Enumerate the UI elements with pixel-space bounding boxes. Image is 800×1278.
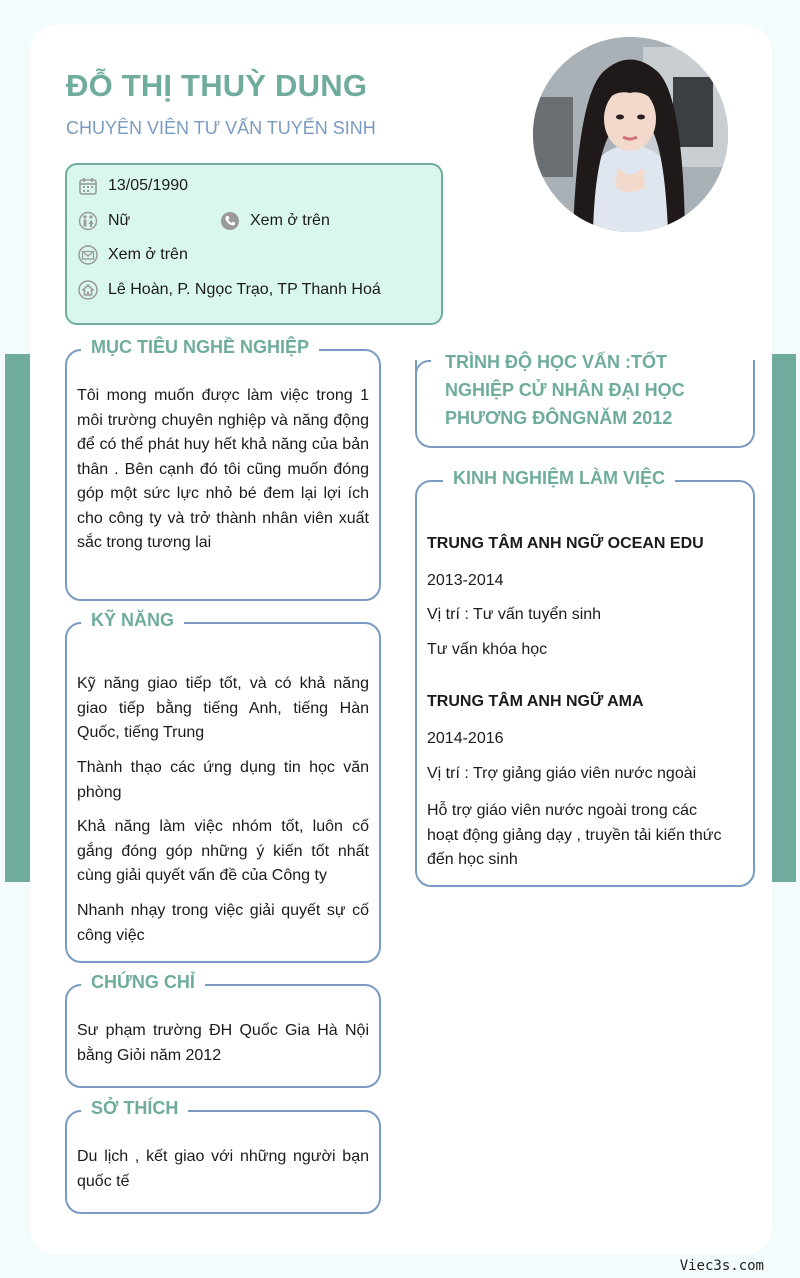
job-period: 2014-2016 <box>427 730 504 747</box>
phone-row <box>220 211 330 231</box>
skill-item: Thành thạo các ứng dụng tin học văn phòng <box>77 759 369 801</box>
phone-value: Xem ở trên <box>250 212 330 229</box>
address-row <box>78 280 381 300</box>
certificate-section <box>65 972 381 1088</box>
job-period: 2013-2014 <box>427 572 504 589</box>
experience-title: KINH NGHIỆM LÀM VIỆC <box>443 468 675 489</box>
phone-icon <box>220 211 240 231</box>
calendar-icon <box>78 176 98 196</box>
home-icon <box>78 280 98 300</box>
address-value: Lê Hoàn, P. Ngọc Trạo, TP Thanh Hoá <box>108 281 381 298</box>
envelope-icon <box>78 245 98 265</box>
skill-item: Khả năng làm việc nhóm tốt, luôn cố gắng đóng góp những ý kiến tốt nhất cùng giải quyết vấn đề của Công ty <box>77 818 369 884</box>
gender-row <box>78 211 130 231</box>
objective-text: Tôi mong muốn được làm việc trong 1 môi trường chuyên nghiệp và năng động để có thể phát huy hết khả năng của bản thân . Bên cạnh đó tôi cũng muốn đóng góp một sức lực nhỏ bé đem lại lợi ích cho công ty và trở thành nhân viên xuất sắc trong tương lai <box>77 387 369 551</box>
education-title: TRÌNH ĐỘ HỌC VẤN :TỐT NGHIỆP CỬ NHÂN ĐẠI HỌC PHƯƠNG ĐÔNGNĂM 2012 <box>445 348 745 432</box>
job-description: Tư vấn khóa học <box>427 641 548 658</box>
left-decor-band <box>5 354 33 882</box>
watermark: Viec3s.com <box>679 1258 764 1274</box>
objective-section <box>65 337 381 601</box>
email-row <box>78 245 188 265</box>
candidate-name: ĐỖ THỊ THUỲ DUNG <box>66 68 368 103</box>
education-section <box>415 352 755 448</box>
skill-item: Kỹ năng giao tiếp tốt, và có khả năng giao tiếp bằng tiếng Anh, tiếng Hàn Quốc, tiếng Trung <box>77 675 369 741</box>
right-decor-band <box>772 354 796 882</box>
hobby-text: Du lịch , kết giao với những người bạn quốc tế <box>77 1148 369 1190</box>
birthday-value: 13/05/1990 <box>108 177 189 194</box>
job-description: Hỗ trợ giáo viên nước ngoài trong các hoạt động giảng dạy , truyền tải kiến thức đến học sinh <box>427 802 722 868</box>
hobby-title: SỞ THÍCH <box>81 1098 188 1119</box>
birthday-row <box>78 176 188 196</box>
gender-icon <box>78 211 98 231</box>
job-company: TRUNG TÂM ANH NGỮ AMA <box>427 693 644 710</box>
profile-photo <box>533 37 728 232</box>
skills-title: KỸ NĂNG <box>81 610 184 631</box>
skills-section <box>65 610 381 963</box>
profile-photo-illustration <box>533 37 728 232</box>
certificate-text: Sư phạm trường ĐH Quốc Gia Hà Nội bằng Giỏi năm 2012 <box>77 1022 369 1064</box>
job-role: Vị trí : Tư vấn tuyển sinh <box>427 606 602 623</box>
gender-value: Nữ <box>108 212 131 229</box>
certificate-title: CHỨNG CHỈ <box>81 972 205 993</box>
job-company: TRUNG TÂM ANH NGỮ OCEAN EDU <box>427 535 704 552</box>
email-value: Xem ở trên <box>108 246 188 263</box>
education-corner <box>415 360 431 378</box>
candidate-position: CHUYÊN VIÊN TƯ VẤN TUYỂN SINH <box>66 118 376 138</box>
objective-title: MỤC TIÊU NGHỀ NGHIỆP <box>81 337 319 358</box>
experience-section <box>415 468 755 887</box>
skill-item: Nhanh nhạy trong việc giải quyết sự cố công việc <box>77 902 369 944</box>
job-role: Vị trí : Trợ giảng giáo viên nước ngoài <box>427 765 697 782</box>
hobby-section <box>65 1098 381 1214</box>
